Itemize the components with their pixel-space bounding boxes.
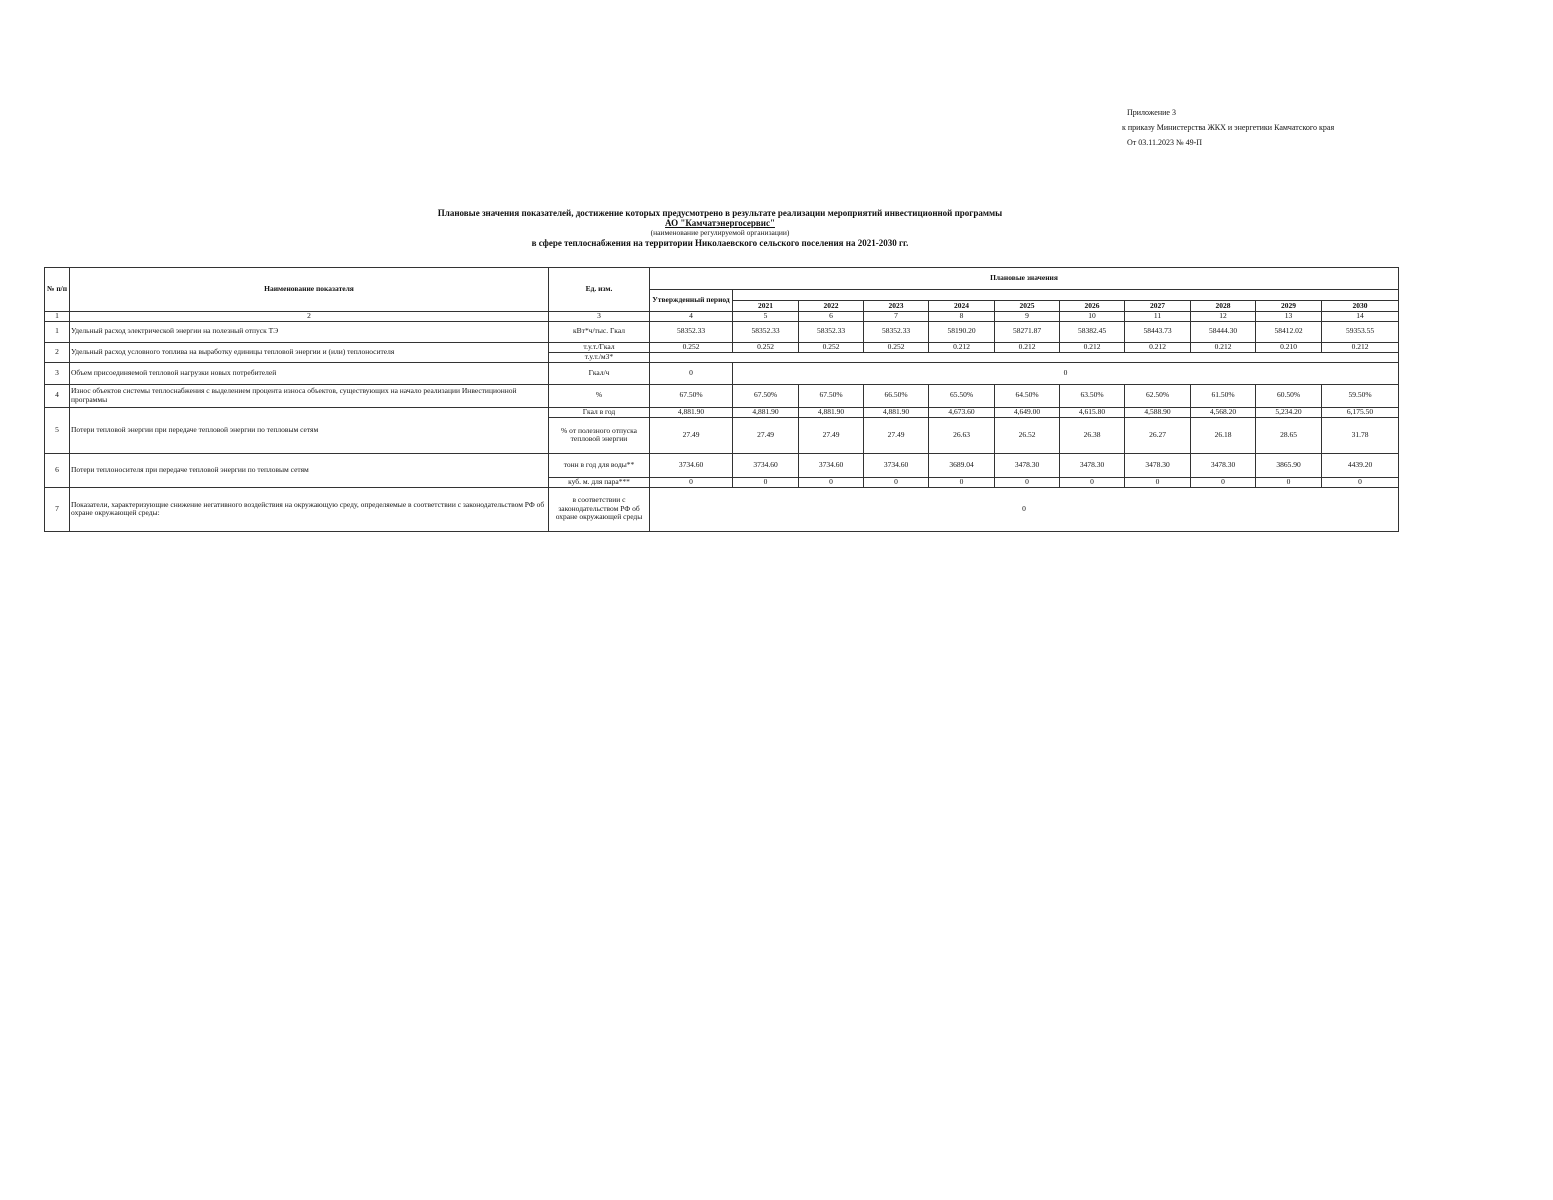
value-cell: 3734.60 xyxy=(733,453,799,477)
unit-cell: в соответствии с законодательством РФ об охране окружающей среды xyxy=(549,487,650,531)
value-cell: 0 xyxy=(995,477,1060,487)
value-cell: 0.212 xyxy=(1060,342,1125,352)
value-cell: 0.212 xyxy=(1191,342,1256,352)
value-cell: 64.50% xyxy=(995,384,1060,407)
value-cell: 58352.33 xyxy=(650,321,733,342)
document-scope: в сфере теплоснабжения на территории Николаевского сельского поселения на 2021-2030 гг. xyxy=(531,238,909,248)
column-numbers-row xyxy=(45,312,1399,322)
annex-number: Приложение 3 xyxy=(1127,108,1176,117)
value-cell: 61.50% xyxy=(1191,384,1256,407)
value-cell: 58352.33 xyxy=(799,321,864,342)
value-cell: 60.50% xyxy=(1256,384,1322,407)
value-cell: 0 xyxy=(1060,477,1125,487)
indicator-name: Объем присоединяемой тепловой нагрузки новых потребителей xyxy=(70,362,549,384)
unit-cell: % от полезного отпуска тепловой энергии xyxy=(549,417,650,453)
value-cell: 0 xyxy=(650,362,733,384)
value-cell: 27.49 xyxy=(733,417,799,453)
value-cell: 0.212 xyxy=(1125,342,1191,352)
empty-cell xyxy=(650,352,1399,362)
column-number: 11 xyxy=(1125,312,1191,322)
column-number: 1 xyxy=(45,312,70,322)
indicator-name: Удельный расход электрической энергии на полезный отпуск ТЭ xyxy=(70,321,549,342)
table-row xyxy=(45,362,1399,384)
annex-date: От 03.11.2023 № 49-П xyxy=(1127,138,1203,147)
value-cell: 4,881.90 xyxy=(799,407,864,417)
column-number: 2 xyxy=(70,312,549,322)
value-cell: 3734.60 xyxy=(864,453,929,477)
column-number: 12 xyxy=(1191,312,1256,322)
value-cell: 3689.04 xyxy=(929,453,995,477)
value-cell: 67.50% xyxy=(799,384,864,407)
value-cell: 27.49 xyxy=(799,417,864,453)
header-year: 2026 xyxy=(1060,301,1125,312)
value-cell: 4,881.90 xyxy=(733,407,799,417)
value-cell: 0 xyxy=(864,477,929,487)
indicator-name: Потери тепловой энергии при передаче тепловой энергии по тепловым сетям xyxy=(70,407,549,453)
column-number: 9 xyxy=(995,312,1060,322)
unit-cell: Гкал/ч xyxy=(549,362,650,384)
unit-cell: тонн в год для воды** xyxy=(549,453,650,477)
row-number: 3 xyxy=(45,362,70,384)
value-cell: 0.212 xyxy=(1322,342,1399,352)
value-cell: 0 xyxy=(733,477,799,487)
header-row xyxy=(45,268,1399,290)
organization-name: АО "Камчатэнергосервис" xyxy=(665,218,775,228)
value-cell: 0 xyxy=(650,477,733,487)
header-year: 2030 xyxy=(1322,301,1399,312)
header-year: 2021 xyxy=(733,301,799,312)
indicator-name: Показатели, характеризующие снижение негативного воздействия на окружающую среду, определяемые в соответствии с законодательством РФ об охране окружающей среды: xyxy=(70,487,549,531)
value-cell: 3478.30 xyxy=(1060,453,1125,477)
value-cell: 58352.33 xyxy=(864,321,929,342)
column-number: 3 xyxy=(549,312,650,322)
value-cell: 27.49 xyxy=(864,417,929,453)
column-number: 13 xyxy=(1256,312,1322,322)
value-cell: 0 xyxy=(1256,477,1322,487)
table-row xyxy=(45,342,1399,352)
value-cell: 58352.33 xyxy=(733,321,799,342)
value-cell: 4,615.80 xyxy=(1060,407,1125,417)
value-cell: 58444.30 xyxy=(1191,321,1256,342)
value-cell: 0.252 xyxy=(650,342,733,352)
table-row xyxy=(45,321,1399,342)
value-cell: 0.252 xyxy=(864,342,929,352)
value-cell: 0 xyxy=(1125,477,1191,487)
value-cell: 3478.30 xyxy=(995,453,1060,477)
value-cell: 58271.87 xyxy=(995,321,1060,342)
value-cell: 26.63 xyxy=(929,417,995,453)
column-number: 10 xyxy=(1060,312,1125,322)
value-cell: 67.50% xyxy=(650,384,733,407)
unit-cell: кВт*ч/тыс. Гкал xyxy=(549,321,650,342)
column-number: 6 xyxy=(799,312,864,322)
value-cell: 0 xyxy=(799,477,864,487)
value-cell: 3734.60 xyxy=(650,453,733,477)
table-row xyxy=(45,407,1399,417)
value-cell: 3478.30 xyxy=(1191,453,1256,477)
value-cell: 3734.60 xyxy=(799,453,864,477)
value-cell: 4,588.90 xyxy=(1125,407,1191,417)
value-cell: 3865.90 xyxy=(1256,453,1322,477)
row-number: 4 xyxy=(45,384,70,407)
header-num: № п/п xyxy=(45,268,70,312)
table-row xyxy=(45,384,1399,407)
header-year: 2025 xyxy=(995,301,1060,312)
value-cell: 5,234.20 xyxy=(1256,407,1322,417)
value-cell: 4,673.60 xyxy=(929,407,995,417)
indicators-table xyxy=(44,267,1399,532)
value-cell: 6,175.50 xyxy=(1322,407,1399,417)
header-year: 2027 xyxy=(1125,301,1191,312)
column-number: 4 xyxy=(650,312,733,322)
value-cell: 27.49 xyxy=(650,417,733,453)
value-cell: 0.252 xyxy=(733,342,799,352)
value-cell: 31.78 xyxy=(1322,417,1399,453)
column-number: 8 xyxy=(929,312,995,322)
value-cell: 0.212 xyxy=(929,342,995,352)
row-number: 5 xyxy=(45,407,70,453)
indicator-name: Износ объектов системы теплоснабжения с выделением процента износа объектов, существующих на начало реализации Инвестиционной программы xyxy=(70,384,549,407)
value-cell: 0 xyxy=(1191,477,1256,487)
table-row xyxy=(45,487,1399,531)
row-number: 2 xyxy=(45,342,70,362)
value-cell: 26.27 xyxy=(1125,417,1191,453)
value-cell: 4,568.20 xyxy=(1191,407,1256,417)
header-approved-period: Утвержденный период xyxy=(650,290,733,312)
header-year: 2022 xyxy=(799,301,864,312)
row-number: 1 xyxy=(45,321,70,342)
table-row xyxy=(45,453,1399,477)
value-cell: 58382.45 xyxy=(1060,321,1125,342)
value-cell: 65.50% xyxy=(929,384,995,407)
value-cell: 4,881.90 xyxy=(650,407,733,417)
unit-cell: % xyxy=(549,384,650,407)
value-cell: 26.38 xyxy=(1060,417,1125,453)
value-cell: 63.50% xyxy=(1060,384,1125,407)
document-title-block xyxy=(0,208,1440,249)
unit-cell: куб. м. для пара*** xyxy=(549,477,650,487)
merged-value-cell: 0 xyxy=(650,487,1399,531)
header-planned-values: Плановые значения xyxy=(650,268,1399,290)
value-cell: 66.50% xyxy=(864,384,929,407)
column-number: 14 xyxy=(1322,312,1399,322)
annex-order: к приказу Министерства ЖКХ и энергетики Камчатского края xyxy=(1122,123,1335,132)
value-cell: 59.50% xyxy=(1322,384,1399,407)
value-cell: 26.52 xyxy=(995,417,1060,453)
value-cell: 4,649.00 xyxy=(995,407,1060,417)
value-cell: 0 xyxy=(1322,477,1399,487)
value-cell: 4439.20 xyxy=(1322,453,1399,477)
value-cell: 3478.30 xyxy=(1125,453,1191,477)
row-number: 6 xyxy=(45,453,70,487)
header-year: 2028 xyxy=(1191,301,1256,312)
value-cell: 59353.55 xyxy=(1322,321,1399,342)
value-cell: 58190.20 xyxy=(929,321,995,342)
header-year: 2024 xyxy=(929,301,995,312)
value-cell: 4,881.90 xyxy=(864,407,929,417)
value-cell: 0.252 xyxy=(799,342,864,352)
header-indicator: Наименование показателя xyxy=(70,268,549,312)
header-year: 2023 xyxy=(864,301,929,312)
value-cell: 67.50% xyxy=(733,384,799,407)
value-cell: 28.65 xyxy=(1256,417,1322,453)
value-cell: 62.50% xyxy=(1125,384,1191,407)
header-spacer xyxy=(733,290,1399,301)
value-cell: 0.212 xyxy=(995,342,1060,352)
document-title: Плановые значения показателей, достижение которых предусмотрено в результате реализации мероприятий инвестиционной программы xyxy=(437,208,1003,218)
header-year: 2029 xyxy=(1256,301,1322,312)
annex-header xyxy=(1122,105,1334,150)
value-cell: 0.210 xyxy=(1256,342,1322,352)
unit-cell: Гкал в год xyxy=(549,407,650,417)
column-number: 7 xyxy=(864,312,929,322)
indicator-name: Удельный расход условного топлива на выработку единицы тепловой энергии и (или) теплоносителя xyxy=(70,342,549,362)
merged-value-cell: 0 xyxy=(733,362,1399,384)
organization-caption: (наименование регулируемой организации) xyxy=(650,228,790,237)
value-cell: 58412.02 xyxy=(1256,321,1322,342)
value-cell: 0 xyxy=(929,477,995,487)
indicator-name: Потери теплоносителя при передаче тепловой энергии по тепловым сетям xyxy=(70,453,549,487)
unit-cell: т.у.т./м3* xyxy=(549,352,650,362)
value-cell: 26.18 xyxy=(1191,417,1256,453)
column-number: 5 xyxy=(733,312,799,322)
unit-cell: т.у.т./Гкал xyxy=(549,342,650,352)
header-unit: Ед. изм. xyxy=(549,268,650,312)
row-number: 7 xyxy=(45,487,70,531)
value-cell: 58443.73 xyxy=(1125,321,1191,342)
